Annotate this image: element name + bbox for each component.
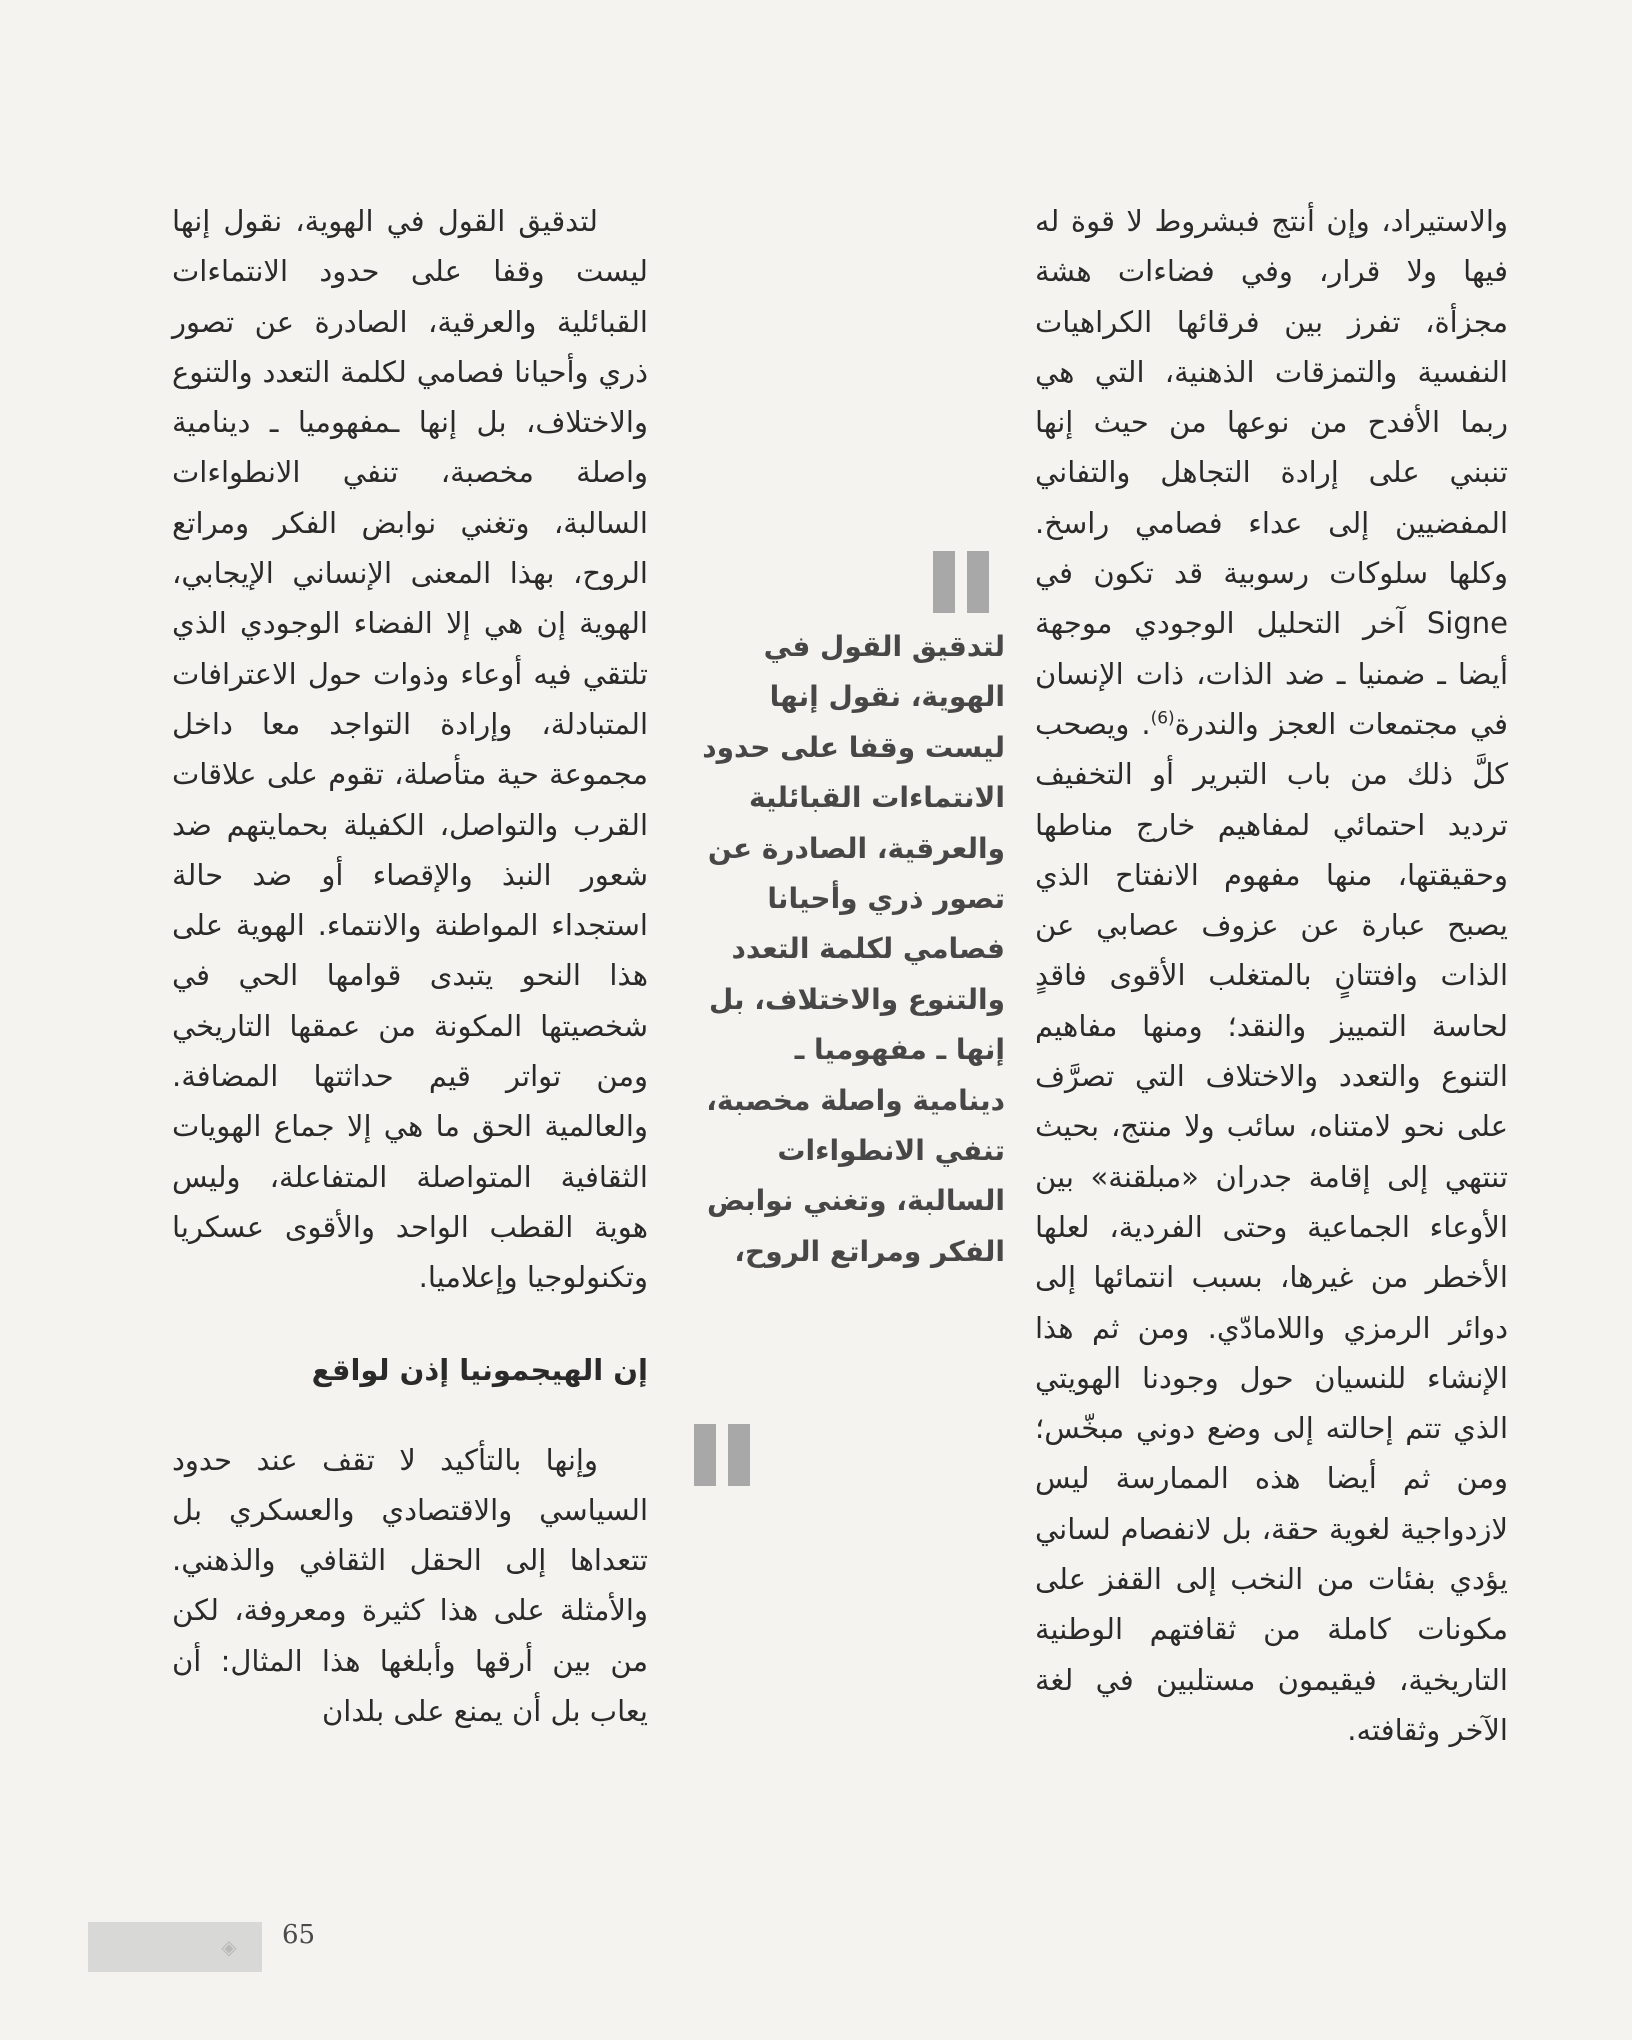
right-text-column (1035, 196, 1508, 1755)
paragraph-text: والاستيراد، وإن أنتج فبشروط لا قوة له فيها ولا قرار، وفي فضاءات هشة مجزأة، تفرز بين فرقائها الكراهيات النفسية والتمزقات الذهنية، التي هي ربما الأفدح من نوعها من حيث إنها تنبني على إرادة التجاهل والتفاني المفضيين إلى عداء فصامي راسخ. وكلها سلوكات رسوبية قد تكون في Signe آخر التحليل الوجودي موجهة أيضا ـ ضمنيا ـ ضد الذات، ذات الإنسان في مجتمعات العجز والندرة (1035, 204, 1509, 741)
page-number: 65 (282, 1920, 316, 1950)
body-paragraph: لتدقيق القول في الهوية، نقول إنها ليست وقفا على حدود الانتماءات القبائلية والعرقية، الصادرة عن تصور ذري وأحيانا فصامي لكلمة التعدد والتنوع والاختلاف، بل إنها ـمفهوميا ـ دينامية واصلة مخصبة، تنفي الانطواءات السالبة، وتغني نوابض الفكر ومراتع الروح، بهذا المعنى الإنساني الإيجابي، الهوية إن هي إلا الفضاء الوجودي الذي تلتقي فيه أوعاء وذوات حول الاعترافات المتبادلة، وإرادة التواجد معا داخل مجموعة حية متأصلة، تقوم على علاقات القرب والتواصل، الكفيلة بحمايتهم ضد شعور النبذ والإقصاء أو ضد حالة استجداء المواطنة والانتماء. الهوية على هذا النحو يتبدى قوامها الحي في شخصيتها المكونة من عمقها التاريخي ومن تواتر قيم حداثتها المضافة. والعالمية الحق ما هي إلا جماع الهويات الثقافية المتواصلة المتفاعلة، وليس هوية القطب الواحد والأقوى عسكريا وتكنولوجيا وإعلاميا. (172, 204, 648, 1295)
quote-mark-top-icon (933, 551, 991, 613)
body-paragraph: وإنها بالتأكيد لا تقف عند حدود السياسي والاقتصادي والعسكري بل تتعداها إلى الحقل الثقافي والذهني. والأمثلة على هذا كثيرة ومعروفة، لكن من بين أرقها وأبلغها هذا المثال: أن يعاب بل أن يمنع على بلدان (172, 1442, 648, 1729)
left-text-column (172, 196, 648, 1736)
pull-quote: لتدقيق القول في الهوية، نقول إنها ليست وقفا على حدود الانتماءات القبائلية والعرقية، الصادرة عن تصور ذري وأحيانا فصامي لكلمة التعدد والتنوع والاختلاف، بل إنها ـ مفهوميا ـ دينامية واصلة مخصبة، تنفي الانطواءات السالبة، وتغني نوابض الفكر ومراتع الروح، (702, 630, 1005, 1268)
quote-mark-bottom-icon (694, 1424, 752, 1486)
footnote-reference: (6) (1150, 708, 1175, 729)
section-subheading: إن الهيجمونيا إذن لواقع (311, 1352, 648, 1387)
paragraph-text-continued: . ويصحب كلَّ ذلك من باب التبرير أو التخفيف ترديد احتمائي لمفاهيم خارج مناطها وحقيقتها، منها مفهوم الانفتاح الذي يصبح عبارة عن عزوف عصابي عن الذات وافتتانٍ بالمتغلب الأقوى فاقدٍ لحاسة التمييز والنقد؛ ومنها مفاهيم التنوع والتعدد والاختلاف التي تصرَّف على نحو لامتناه، سائب ولا منتج، بحيث تنتهي إلى إقامة جدران «مبلقنة» بين الأوعاء الجماعية وحتى الفردية، لعلها الأخطر من غيرها، بسبب انتمائها إلى دوائر الرمزي واللامادّي. ومن ثم هذا الإنشاء للنسيان حول وجودنا الهويتي الذي تتم إحالته إلى وضع دوني مبخّس؛ ومن ثم أيضا هذه الممارسة ليس لازدواجية لغوية حقة، بل لانفصام لساني يؤدي بفئات من النخب إلى القفز على مكونات كاملة من ثقافتهم الوطنية التاريخية، فيقيمون مستلبين في لغة الآخر وثقافته. (1035, 706, 1508, 1747)
body-paragraph (1035, 196, 1508, 1755)
magazine-logo-icon: ◈ (221, 1935, 237, 1959)
